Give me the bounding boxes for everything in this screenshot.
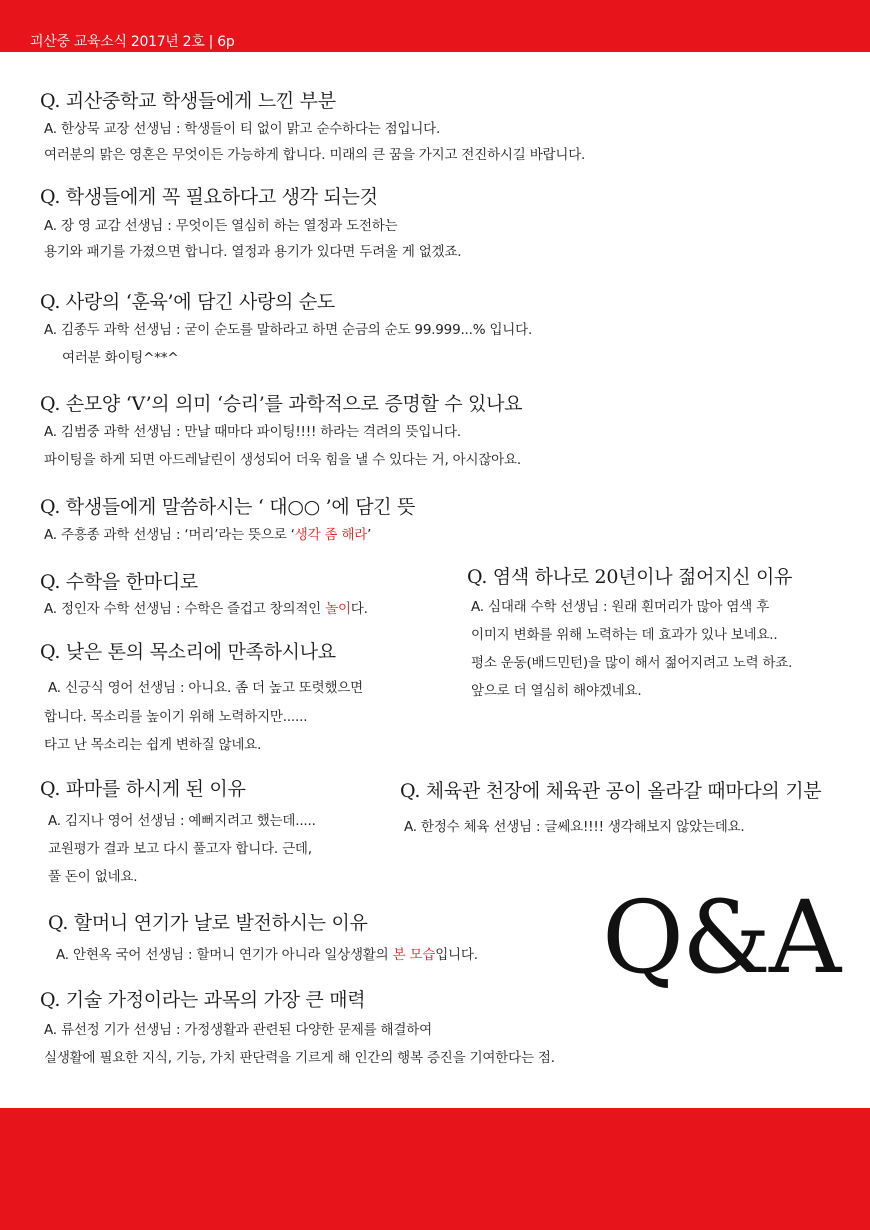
question-12: Q. 기술 가정이라는 과목의 가장 큰 매력	[40, 989, 366, 1011]
answer-12-line-2: 실생활에 필요한 지식, 기능, 가치 판단력을 기르게 해 인간의 행복 증진을 기여한다는 점.	[44, 1050, 555, 1066]
question-7: Q. 염색 하나로 20년이나 젊어지신 이유	[467, 566, 793, 588]
answer-5-line-1	[44, 523, 371, 543]
answer-9-line-3: 풀 돈이 없네요.	[48, 869, 138, 885]
footer-bar	[0, 1108, 870, 1230]
question-5: Q. 학생들에게 말씀하시는 ‘ 대○○ ’에 담긴 뜻	[40, 496, 416, 518]
answer-8-line-1: A. 신긍식 영어 선생님 : 아니요. 좀 더 높고 또렷했으면	[48, 680, 363, 696]
header-title: 괴산중 교육소식 2017년 2호 | 6p	[30, 34, 235, 50]
answer-3-line-1: A. 김종두 과학 선생님 : 굳이 순도를 말하라고 하면 순금의 순도 99.999...% 입니다.	[44, 322, 533, 338]
answer-12-line-1: A. 류선정 기가 선생님 : 가정생활과 관련된 다양한 문제를 해결하여	[44, 1022, 432, 1038]
answer-11-line-1	[56, 943, 478, 963]
question-2: Q. 학생들에게 꼭 필요하다고 생각 되는것	[40, 186, 378, 208]
answer-7-line-1: A. 심대래 수학 선생님 : 원래 흰머리가 많아 염색 후	[471, 599, 770, 615]
answer-6-highlight: 놀이	[325, 601, 351, 617]
answer-5-end: ’	[367, 527, 372, 543]
answer-7-line-4: 앞으로 더 열심히 해야겠네요.	[471, 683, 642, 699]
question-6: Q. 수학을 한마디로	[40, 571, 198, 593]
answer-6-line-1	[44, 597, 368, 617]
question-4: Q. 손모양 ‘V’의 의미 ‘승리’를 과학적으로 증명할 수 있나요	[40, 393, 523, 415]
answer-3-line-2: 여러분 화이팅^**^	[62, 350, 179, 366]
answer-4-line-2: 파이팅을 하게 되면 아드레날린이 생성되어 더욱 힘을 낼 수 있다는 거, 아시잖아요.	[44, 452, 521, 468]
answer-2-line-2: 용기와 패기를 가졌으면 합니다. 열정과 용기가 있다면 두려울 게 없겠죠.	[44, 244, 462, 260]
answer-9-line-1: A. 김지나 영어 선생님 : 예뻐지려고 했는데.....	[48, 813, 316, 829]
answer-11-end: 입니다.	[435, 947, 478, 963]
answer-9-line-2: 교원평가 결과 보고 다시 풀고자 합니다. 근데,	[48, 841, 312, 857]
answer-10-line-1: A. 한정수 체육 선생님 : 글쎄요!!!! 생각해보지 않았는데요.	[404, 819, 745, 835]
answer-7-line-3: 평소 운동(배드민턴)을 많이 해서 젊어지려고 노력 하죠.	[471, 655, 793, 671]
answer-7-line-2: 이미지 변화를 위해 노력하는 데 효과가 있나 보네요..	[471, 627, 778, 643]
question-10: Q. 체육관 천장에 체육관 공이 올라갈 때마다의 기분	[400, 780, 822, 802]
answer-11-text: A. 안현옥 국어 선생님 : 할머니 연기가 아니라 일상생활의	[56, 947, 393, 963]
answer-5-text: A. 주흥종 과학 선생님 : ‘머리’라는 뜻으로 ‘	[44, 527, 295, 543]
answer-2-line-1: A. 장 영 교감 선생님 : 무엇이든 열심히 하는 열정과 도전하는	[44, 218, 398, 234]
answer-5-highlight: 생각 좀 해라	[294, 527, 368, 543]
answer-6-end: 다.	[350, 601, 368, 617]
answer-1-line-2: 여러분의 맑은 영혼은 무엇이든 가능하게 합니다. 미래의 큰 꿈을 가지고 전진하시길 바랍니다.	[44, 147, 586, 163]
answer-6-text: A. 정인자 수학 선생님 : 수학은 즐겁고 창의적인	[44, 601, 326, 617]
answer-4-line-1: A. 김범중 과학 선생님 : 만날 때마다 파이팅!!!! 하라는 격려의 뜻입니다.	[44, 424, 461, 440]
question-3: Q. 사랑의 ‘훈육’에 담긴 사랑의 순도	[40, 291, 335, 313]
answer-1-line-1: A. 한상묵 교장 선생님 : 학생들이 티 없이 맑고 순수하다는 점입니다.	[44, 121, 441, 137]
qa-logo: Q&A	[602, 879, 840, 996]
question-1: Q. 괴산중학교 학생들에게 느낀 부분	[40, 90, 336, 112]
answer-11-highlight: 본 모습	[392, 947, 436, 963]
question-8: Q. 낮은 톤의 목소리에 만족하시나요	[40, 641, 336, 663]
question-9: Q. 파마를 하시게 된 이유	[40, 778, 246, 800]
question-11: Q. 할머니 연기가 날로 발전하시는 이유	[48, 912, 368, 934]
answer-8-line-2: 합니다. 목소리를 높이기 위해 노력하지만......	[44, 709, 308, 725]
answer-8-line-3: 타고 난 목소리는 쉽게 변하질 않네요.	[44, 737, 262, 753]
